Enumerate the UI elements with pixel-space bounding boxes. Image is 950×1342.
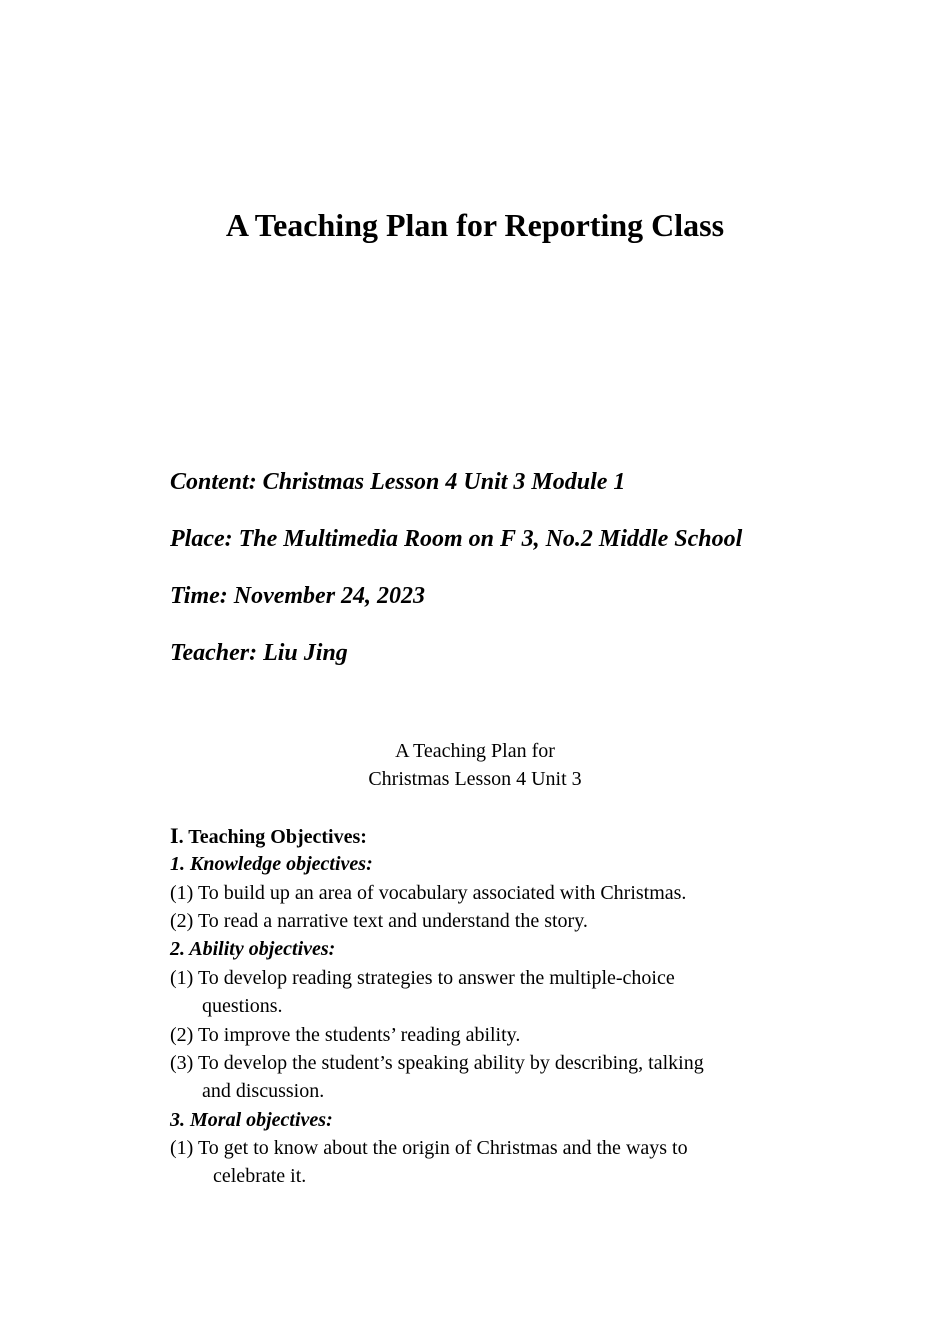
ability-item-3-continued: and discussion. [202,1080,325,1102]
ability-item-2: (2) To improve the students’ reading ability. [170,1024,521,1046]
plan-heading-line-2: Christmas Lesson 4 Unit 3 [368,768,582,790]
knowledge-item-1: (1) To build up an area of vocabulary associated with Christmas. [170,882,687,904]
ability-objectives-heading: 2. Ability objectives: [170,938,336,960]
ability-item-1-continued: questions. [202,995,283,1017]
ability-item-3: (3) To develop the student’s speaking ability by describing, talking [170,1052,704,1074]
time-info: Time: November 24, 2023 [170,583,426,609]
section-heading-teaching-objectives [170,822,367,851]
moral-objectives-heading: 3. Moral objectives: [170,1109,333,1131]
moral-item-1: (1) To get to know about the origin of Christmas and the ways to [170,1137,688,1159]
plan-heading-line-1: A Teaching Plan for [395,740,555,762]
content-info: Content: Christmas Lesson 4 Unit 3 Module 1 [170,469,626,495]
knowledge-item-2: (2) To read a narrative text and understand the story. [170,910,588,932]
moral-item-1-continued: celebrate it. [213,1165,307,1187]
teacher-info: Teacher: Liu Jing [170,640,348,666]
place-info: Place: The Multimedia Room on F 3, No.2 Middle School [170,526,743,552]
section-heading-text: . Teaching Objectives: [178,826,367,848]
section-numeral: I [170,823,179,848]
knowledge-objectives-heading: 1. Knowledge objectives: [170,853,373,875]
ability-item-1: (1) To develop reading strategies to answer the multiple-choice [170,967,675,989]
page-title: A Teaching Plan for Reporting Class [225,207,725,243]
